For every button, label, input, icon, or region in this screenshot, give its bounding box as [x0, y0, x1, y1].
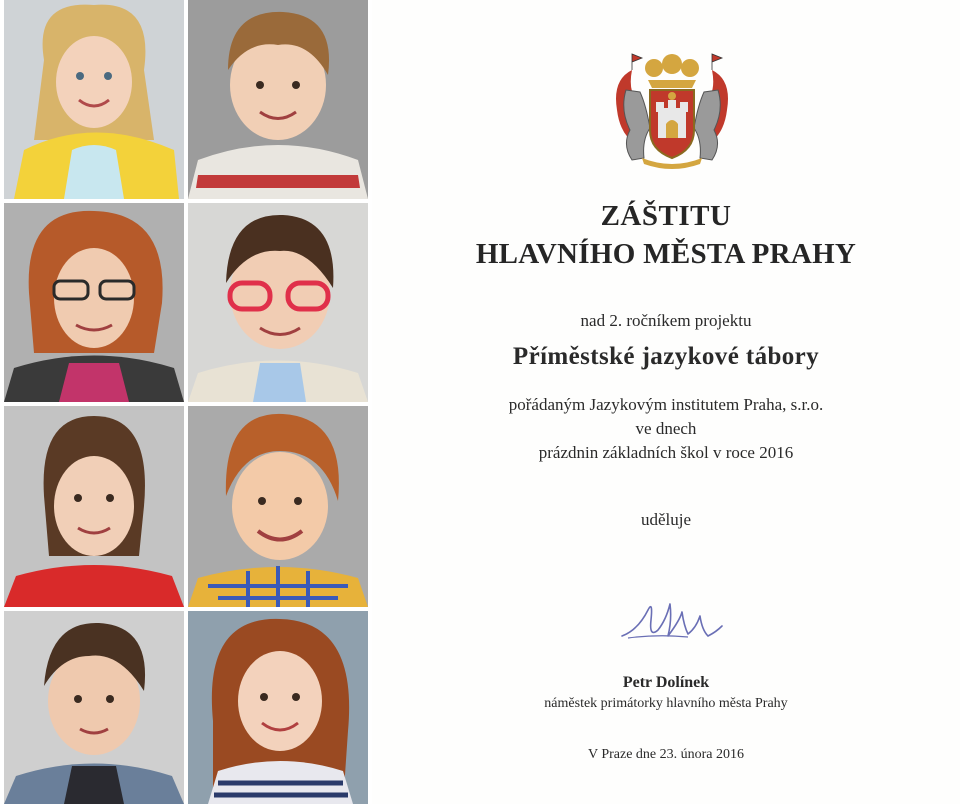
certificate-title-line2: HLAVNÍHO MĚSTA PRAHY	[475, 238, 857, 270]
child-photo	[188, 406, 368, 607]
certificate-title-line1: ZÁŠTITU	[600, 200, 732, 232]
period-line-1: ve dnech	[635, 419, 697, 438]
child-photo	[4, 0, 184, 199]
coat-of-arms-icon	[612, 50, 732, 170]
child-photo	[4, 203, 184, 402]
certificate	[372, 0, 960, 804]
photo-collage	[0, 0, 372, 804]
place-and-date: V Praze dne 23. února 2016	[587, 747, 745, 762]
project-name: Příměstské jazykové tábory	[512, 343, 820, 370]
signature-image	[618, 590, 728, 645]
organizer-line: pořádaným Jazykovým institutem Praha, s.r.o.	[508, 395, 824, 414]
period-line-2: prázdnin základních škol v roce 2016	[538, 443, 794, 462]
signer-name: Petr Dolínek	[622, 674, 710, 691]
child-photo	[188, 203, 368, 402]
signer-role: náměstek primátorky hlavního města Prahy	[544, 696, 788, 711]
certificate-subtitle: nad 2. ročníkem projektu	[580, 311, 752, 330]
child-photo	[188, 0, 368, 199]
grants-text: uděluje	[640, 510, 692, 529]
child-photo	[4, 406, 184, 607]
child-photo	[188, 611, 368, 804]
child-photo	[4, 611, 184, 804]
